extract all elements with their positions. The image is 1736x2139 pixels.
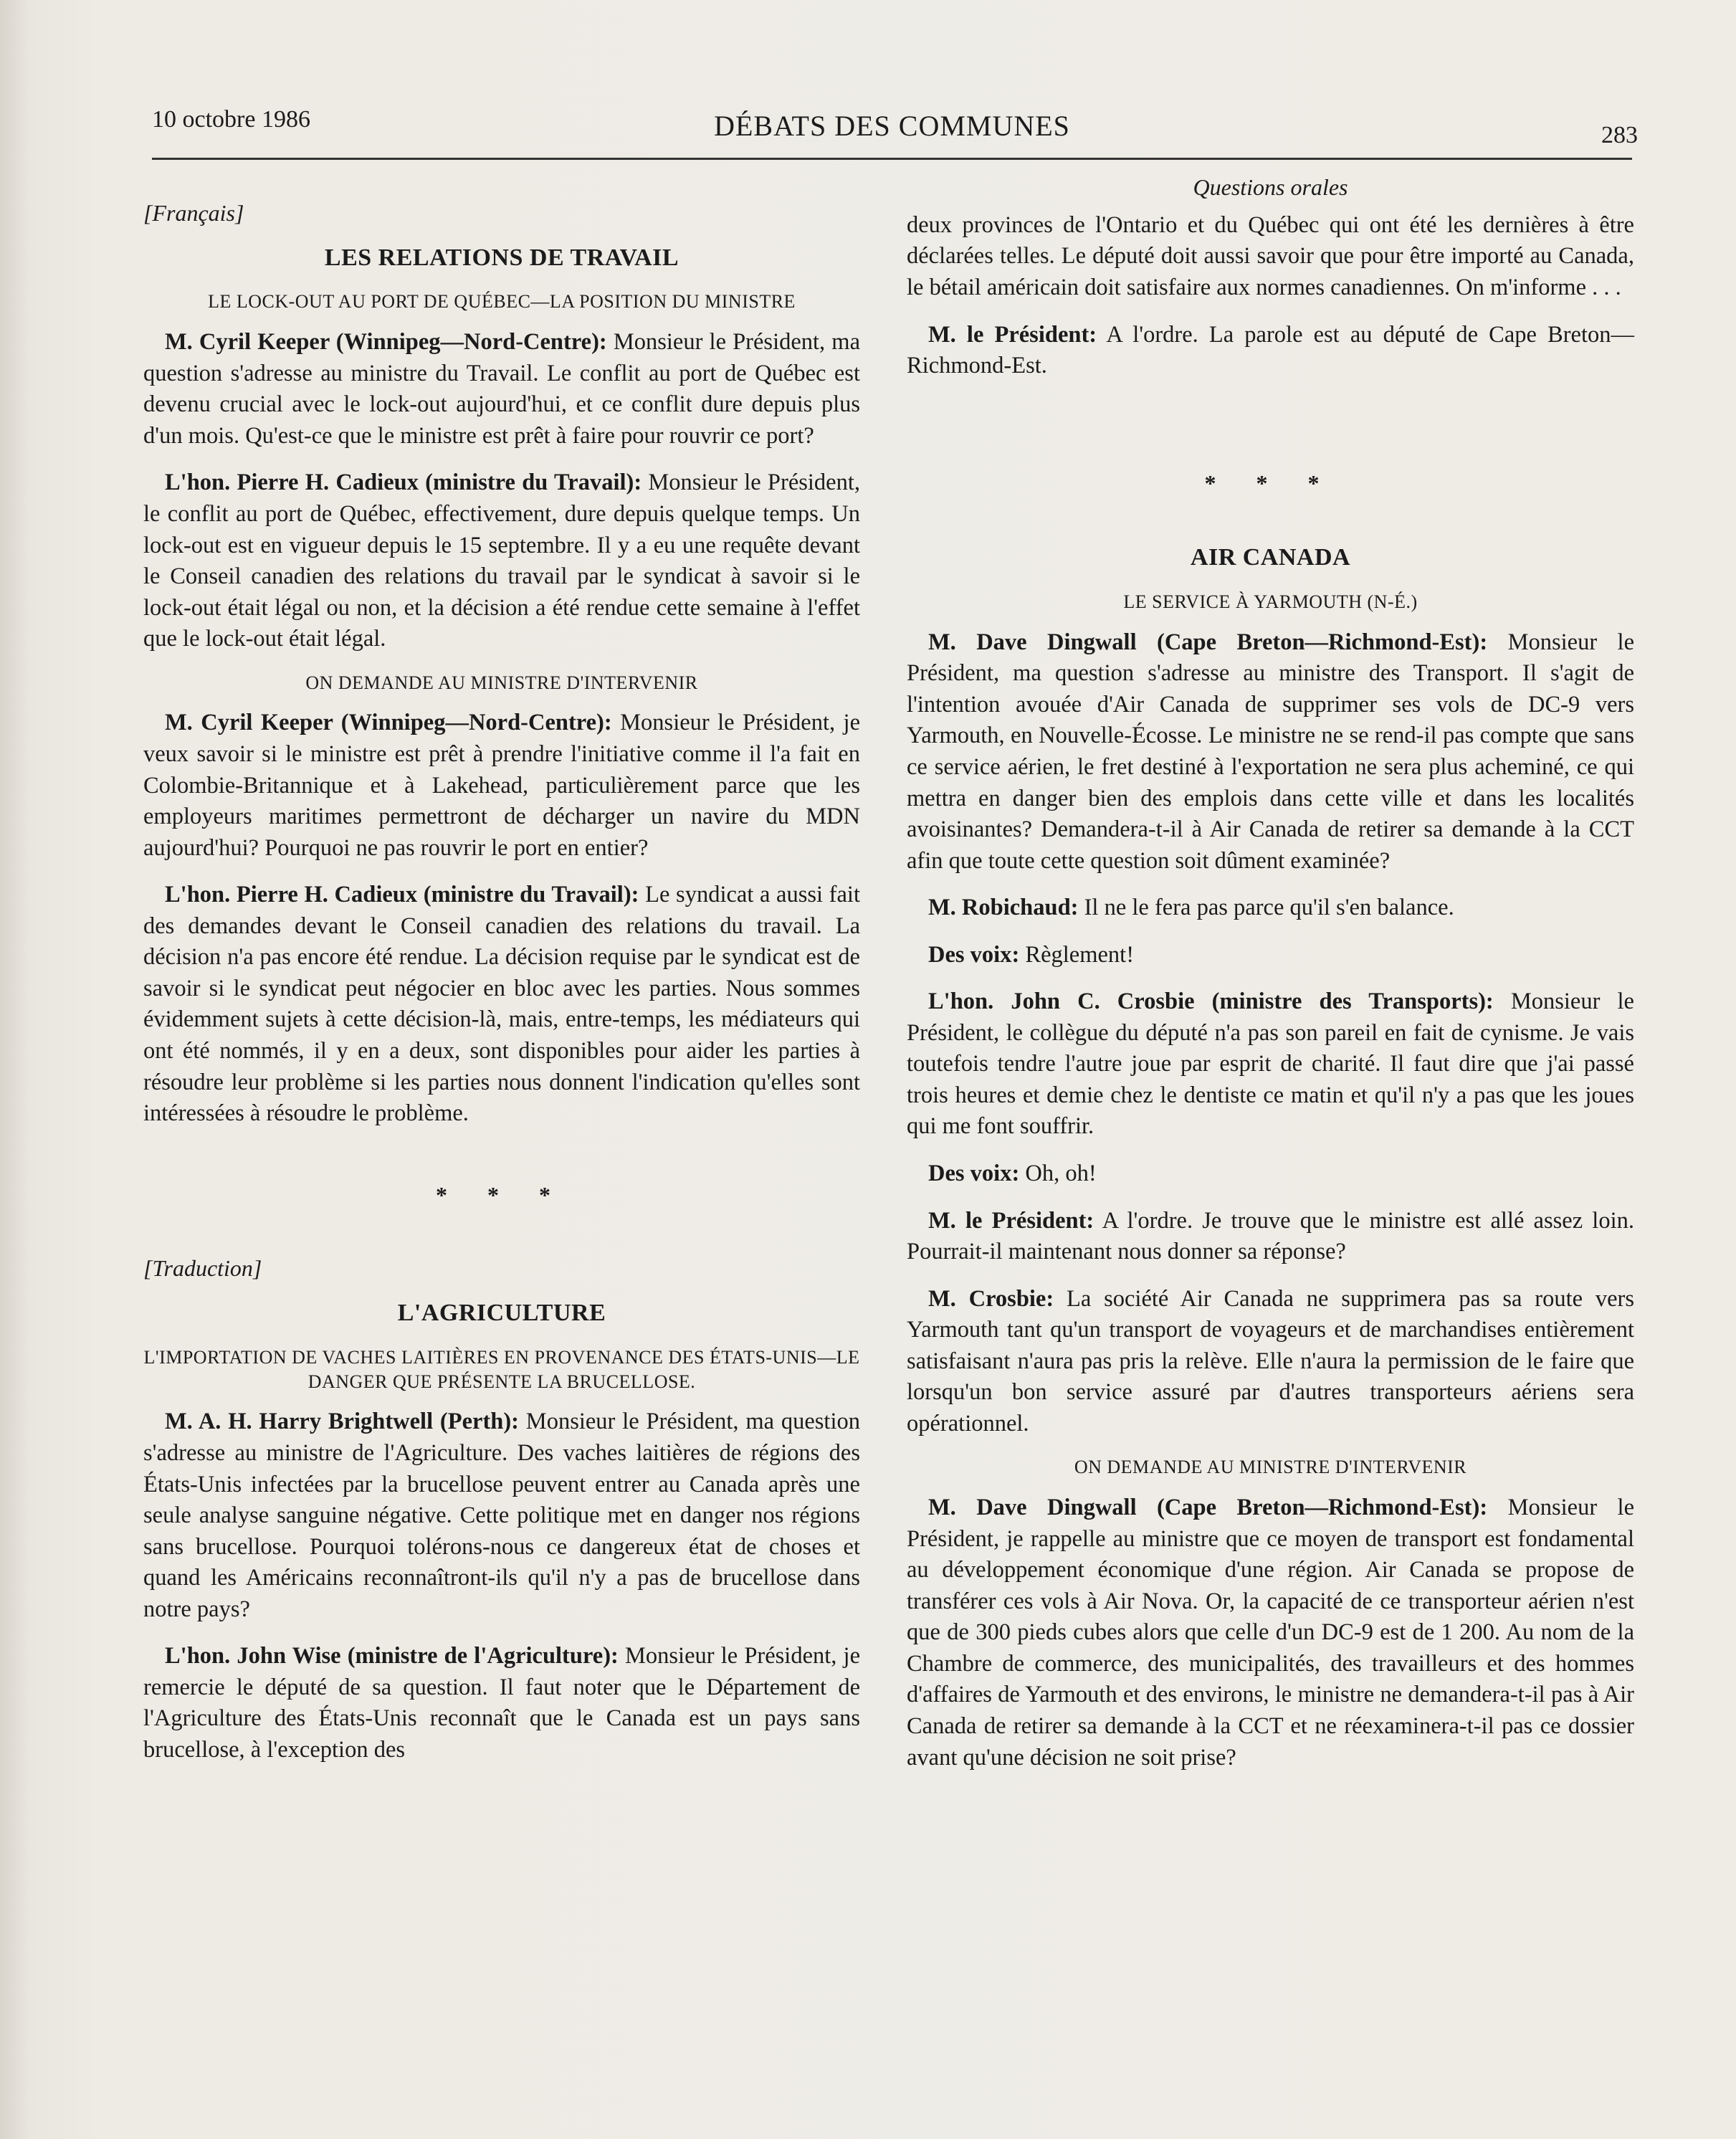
speaker: L'hon. Pierre H. Cadieux (ministre du Travail):: [165, 470, 642, 496]
language-note: [Traduction]: [143, 1255, 262, 1282]
subheading: ON DEMANDE AU MINISTRE D'INTERVENIR: [1074, 1457, 1467, 1478]
speech-paragraph: [907, 892, 1634, 924]
speaker: Des voix:: [928, 1161, 1020, 1187]
speech-text: Monsieur le Président, je veux savoir si le ministre est prêt à prendre l'initiative comme il l'a fait en Colombie-Britannique et à Lakehead, particulièrement parce que les employeurs maritimes permettront de décharger un navire du MDN aujourd'hui? Pourquoi ne pas rouvrir le port en entier?: [143, 710, 861, 861]
running-head: Questions orales: [1193, 174, 1348, 200]
speech-text: A l'ordre. Je trouve que le ministre est allé assez loin. Pourrait-il maintenant nous donner sa réponse?: [907, 1207, 1634, 1265]
page-number: 283: [1601, 122, 1638, 148]
speech-text: Il ne le fera pas parce qu'il s'en balance.: [1078, 895, 1454, 921]
speech-paragraph: [907, 1492, 1634, 1773]
speaker: L'hon. John Wise (ministre de l'Agriculture):: [165, 1643, 619, 1669]
speech-paragraph: [907, 1158, 1634, 1190]
section-heading: LES RELATIONS DE TRAVAIL: [324, 244, 679, 271]
speech-text: La société Air Canada ne supprimera pas sa route vers Yarmouth tant qu'un transport de voyageurs et de marchandises entièrement satisfaisant n'aura pas pris la relève. Elle n'aura la permission de le faire que lorsqu'un bon service assuré par d'autres transporteurs aériens sera opérationnel.: [907, 1285, 1635, 1437]
speech-paragraph: [143, 467, 860, 654]
speech-text: Oh, oh!: [1019, 1161, 1097, 1187]
section-separator: * * *: [1204, 470, 1337, 496]
speech-text: Monsieur le Président, le conflit au port de Québec, effectivement, dure depuis quelque temps. Un lock-out est en vigueur depuis le 15 septembre. Il y a eu une requête devant le Conseil canadien des relations du travail par le syndicat à savoir si le lock-out était légal ou non, et la décision a été rendue cette semaine à l'effet que le lock-out était légal.: [143, 470, 860, 652]
speech-paragraph: [143, 1641, 860, 1766]
subheading: L'IMPORTATION DE VACHES LAITIÈRES EN PROVENANCE DES ÉTATS-UNIS—LE DANGER QUE PRÉSENTE LA BRUCELLOSE.: [143, 1346, 860, 1392]
speech-text: Règlement!: [1019, 941, 1135, 968]
speech-paragraph: [907, 210, 1634, 304]
speech-text: Monsieur le Président, je remercie le député de sa question. Il faut noter que le Département de l'Agriculture des États-Unis reconnaît que le Canada est un pays sans brucellose, à l'exception des: [143, 1643, 860, 1763]
speaker: M. le Président:: [928, 1207, 1094, 1234]
subheading: ON DEMANDE AU MINISTRE D'INTERVENIR: [305, 672, 698, 693]
speech-text: Monsieur le Président, ma question s'adresse au ministre de l'Agriculture. Des vaches laitières de régions des États-Unis infectées par la brucellose peuvent entrer au Canada après une seule analyse sanguine négative. Cette politique met en danger nos régions sans brucellose. Pourquoi tolérons-nous ce dangereux état de choses et quand les Américains reconnaîtront-ils qu'il n'y a pas de brucellose dans notre pays?: [143, 1409, 860, 1622]
speaker: M. A. H. Harry Brightwell (Perth):: [165, 1409, 519, 1435]
speaker: M. Dave Dingwall (Cape Breton—Richmond-Est):: [928, 1495, 1488, 1521]
header-date: 10 octobre 1986: [152, 106, 310, 133]
speech-text: A l'ordre. La parole est au député de Cape Breton—Richmond-Est.: [907, 321, 1634, 379]
speaker: L'hon. Pierre H. Cadieux (ministre du Travail):: [165, 882, 639, 908]
speaker: M. Cyril Keeper (Winnipeg—Nord-Centre):: [165, 710, 612, 736]
speech-paragraph: [907, 627, 1634, 877]
speech-text: Monsieur le Président, le collègue du député n'a pas son pareil en fait de cynisme. Je vais toutefois tendre l'autre joue par esprit de charité. Il faut dire que j'ai passé trois heures et demie chez le dentiste ce matin et qu'il n'y a pas que les joues qui me font souffrir.: [907, 988, 1634, 1140]
speech-paragraph: [143, 880, 860, 1129]
page-header: [152, 100, 1638, 160]
speech-paragraph: [907, 986, 1634, 1143]
speaker: L'hon. John C. Crosbie (ministre des Transports):: [928, 988, 1494, 1015]
speech-paragraph: [143, 708, 860, 864]
speaker: M. Robichaud:: [928, 895, 1079, 921]
subheading: LE LOCK-OUT AU PORT DE QUÉBEC—LA POSITION DU MINISTRE: [208, 291, 796, 313]
section-heading: AIR CANADA: [1190, 544, 1351, 571]
speaker: Des voix:: [928, 941, 1020, 968]
speaker: M. Crosbie:: [928, 1285, 1054, 1312]
header-title: DÉBATS DES COMMUNES: [714, 110, 1070, 142]
speech-paragraph: [907, 940, 1634, 971]
speech-paragraph: [907, 1284, 1634, 1440]
right-column: [907, 172, 1634, 1789]
speech-text: Monsieur le Président, ma question s'adresse au ministre du Travail. Le conflit au port de Québec est devenu crucial avec le lock-out aujourd'hui, et ce conflit dure depuis plus d'un mois. Qu'est-ce que le ministre est prêt à faire pour rouvrir ce port?: [143, 329, 860, 449]
left-column: [143, 172, 860, 1782]
speech-text: Le syndicat a aussi fait des demandes devant le Conseil canadien des relations du travail. La décision n'a pas encore été rendue. La décision requise par le syndicat est de savoir si le syndicat peut négocier en bloc avec les parties. Nous sommes évidemment sujets à cette décision-là, mais, entre-temps, les médiateurs qui ont été nommés, il y en a deux, sont disponibles pour aider les parties à résoudre leur problème si les parties nous donnent l'indication qu'elles sont intéressées à résoudre le problème.: [143, 882, 860, 1127]
speech-paragraph: [907, 320, 1634, 382]
speaker: M. le Président:: [928, 321, 1097, 348]
speech-text: Monsieur le Président, ma question s'adresse au ministre des Transport. Il s'agit de l'intention avouée d'Air Canada de supprimer ses vols de DC-9 vers Yarmouth, en Nouvelle-Écosse. Le ministre ne se rend-il pas compte que sans ce service aérien, le fret destiné à l'exportation ne sera plus acheminé, ce qui mettra en danger bien des emplois dans cette ville et dans les localités avoisinantes? Demandera-t-il à Air Canada de retirer sa demande à la CCT afin que toute cette question soit dûment examinée?: [907, 629, 1634, 874]
section-heading: L'AGRICULTURE: [397, 1300, 606, 1327]
speech-paragraph: [143, 1406, 860, 1625]
speaker: M. Cyril Keeper (Winnipeg—Nord-Centre):: [165, 329, 607, 356]
language-note: [Français]: [143, 200, 244, 226]
speech-text: Monsieur le Président, je rappelle au ministre que ce moyen de transport est fondamental au développement économique d'une région. Air Canada se propose de transférer ces vols à Air Nova. Or, la capacité de ce transporteur aérien n'est que de 300 pieds cubes alors que celle d'un DC-9 est de 1 200. Au nom de la Chambre de commerce, des municipalités, des travailleurs et des hommes d'affaires de Yarmouth et des environs, le ministre ne demandera-t-il pas à Air Canada de retirer sa demande à la CCT et ne réexaminera-t-il pas ce dossier avant qu'une décision ne soit prise?: [907, 1495, 1634, 1771]
speech-paragraph: [907, 1206, 1634, 1268]
speech-paragraph: [143, 327, 860, 452]
subheading: LE SERVICE À YARMOUTH (N-É.): [1123, 591, 1418, 613]
section-separator: * * *: [436, 1181, 568, 1208]
speech-text: deux provinces de l'Ontario et du Québec qui ont été les dernières à être déclarées telles. Le député doit aussi savoir que pour être importé au Canada, le bétail américain doit satisfaire aux normes canadiennes. On m'informe . . .: [907, 211, 1634, 300]
speaker: M. Dave Dingwall (Cape Breton—Richmond-Est):: [928, 629, 1488, 655]
